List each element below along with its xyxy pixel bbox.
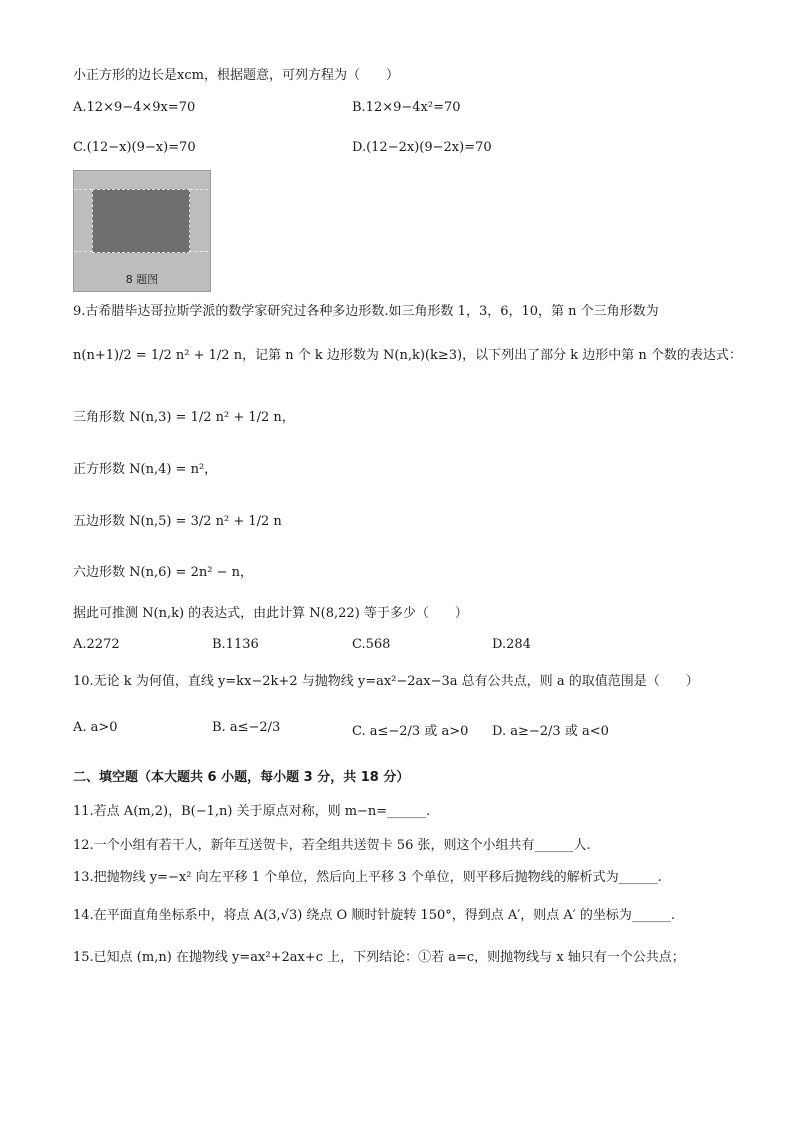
section-heading: 二、填空题（本大题共 6 小题，每小题 3 分，共 18 分） — [73, 770, 410, 785]
q9-hexagon-formula: 六边形数 N(n,6) = 2n² − n， — [73, 565, 253, 580]
q9-triangle-formula: 三角形数 N(n,3) = 1/2 n² + 1/2 n， — [73, 410, 295, 425]
q12: 12.一个小组有若干人，新年互送贺卡，若全组共送贺卡 56 张，则这个小组共有______人. — [73, 838, 591, 853]
q10-option-d: D. a≥−2/3 或 a<0 — [492, 724, 609, 739]
q9-definition: n(n+1)/2 = 1/2 n² + 1/2 n，记第 n 个 k 边形数为 N(n,k)(k≥3)，以下列出了部分 k 边形中第 n 个数的表达式： — [73, 348, 742, 363]
q10-option-a: A. a>0 — [73, 720, 118, 735]
q9-pentagon-formula: 五边形数 N(n,5) = 3/2 n² + 1/2 n — [73, 514, 282, 529]
q10-option-c: C. a≤−2/3 或 a>0 — [352, 724, 469, 739]
q13: 13.把抛物线 y=−x² 向左平移 1 个单位，然后向上平移 3 个单位，则平移后抛物线的解析式为______. — [73, 870, 662, 885]
q8-option-c: C.(12−x)(9−x)=70 — [73, 140, 196, 155]
q8-figure — [73, 170, 211, 292]
q9-option-c: C.568 — [352, 637, 391, 652]
q8-figure-caption: 8 题图 — [125, 273, 159, 286]
q8-stem: 小正方形的边长是xcm，根据题意，可列方程为（ ） — [73, 68, 399, 83]
q9-question: 据此可推测 N(n,k) 的表达式，由此计算 N(8,22) 等于多少（ ） — [73, 606, 468, 621]
q14: 14.在平面直角坐标系中，将点 A(3,√3) 绕点 O 顺时针旋转 150°，得到点 A′，则点 A′ 的坐标为______. — [73, 908, 676, 923]
q10-stem: 10.无论 k 为何值，直线 y=kx−2k+2 与抛物线 y=ax²−2ax−3a 总有公共点，则 a 的取值范围是（ ） — [73, 674, 699, 689]
q8-figure-inner-rect — [92, 189, 190, 253]
q11: 11.若点 A(m,2)，B(−1,n) 关于原点对称，则 m−n=______. — [73, 804, 431, 819]
q10-option-b: B. a≤−2/3 — [212, 720, 281, 735]
q9-intro: 9.古希腊毕达哥拉斯学派的数学家研究过各种多边形数.如三角形数 1，3，6，10，第 n 个三角形数为 — [73, 304, 659, 319]
q8-option-a: A.12×9−4×9x=70 — [73, 100, 196, 115]
q8-option-d: D.(12−2x)(9−2x)=70 — [352, 140, 492, 155]
q9-option-b: B.1136 — [212, 637, 259, 652]
q9-square-formula: 正方形数 N(n,4) = n²， — [73, 462, 218, 477]
q9-option-d: D.284 — [492, 637, 531, 652]
q8-option-b: B.12×9−4x²=70 — [352, 100, 461, 115]
q15: 15.已知点 (m,n) 在抛物线 y=ax²+2ax+c 上，下列结论：①若 a=c，则抛物线与 x 轴只有一个公共点； — [73, 950, 685, 965]
q9-option-a: A.2272 — [73, 637, 120, 652]
